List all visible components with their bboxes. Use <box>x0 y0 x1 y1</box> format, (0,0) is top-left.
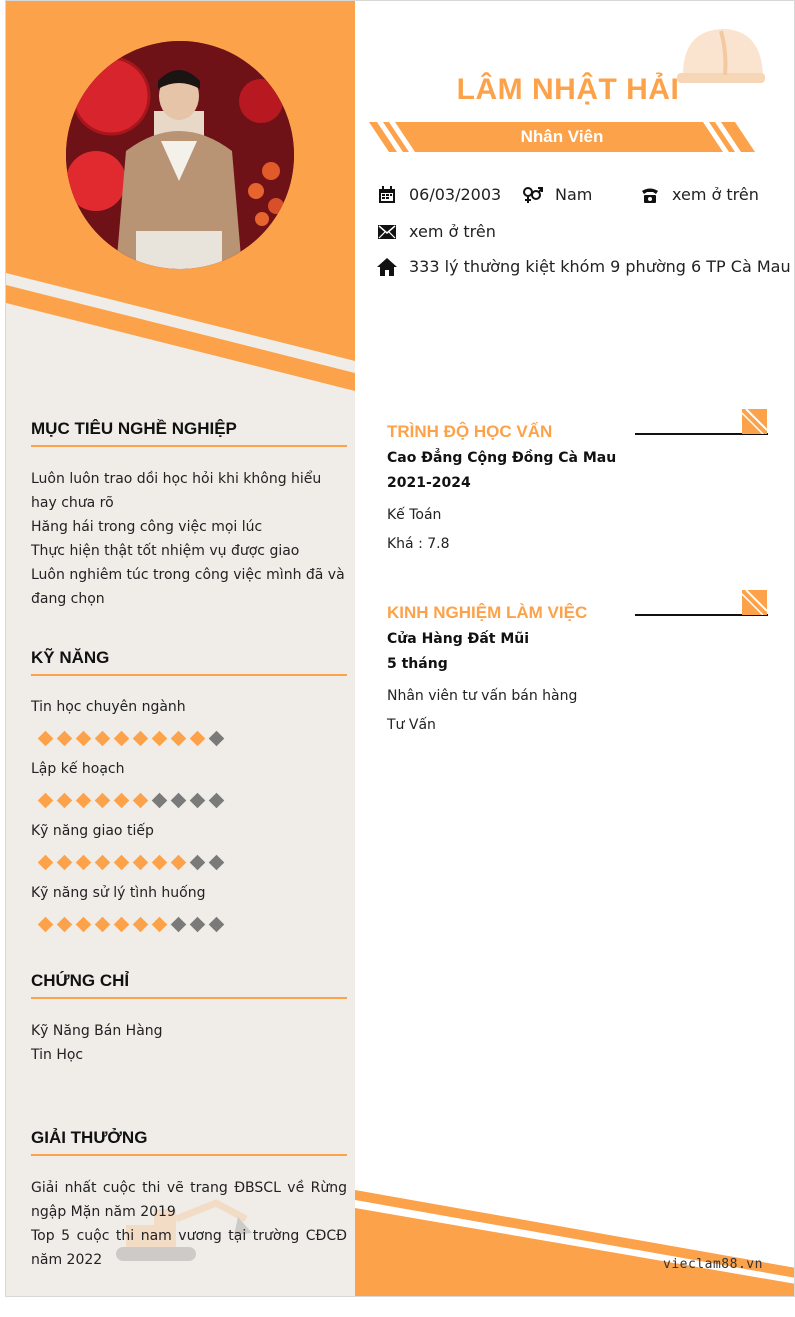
skill-name: Tin học chuyên ngành <box>31 699 186 715</box>
skill-rating <box>40 855 230 871</box>
phone-row <box>640 185 759 204</box>
objective-line: Thực hiện thật tốt nhiệm vụ được giao <box>31 543 300 559</box>
skill-level-filled <box>133 731 149 747</box>
skill-level-filled <box>57 793 73 809</box>
skill-name: Lập kế hoạch <box>31 761 125 777</box>
cv-page <box>5 0 795 1297</box>
skill-level-filled <box>152 917 168 933</box>
career-objective-text <box>31 467 347 611</box>
skill-level-filled <box>152 855 168 871</box>
email-value: xem ở trên <box>409 222 496 241</box>
award-item: Top 5 cuộc thi nam vương tại trường CĐCĐ năm 2022 <box>31 1228 347 1268</box>
education-flag-icon <box>742 409 767 434</box>
education-major: Kế Toán <box>387 507 442 523</box>
skill-level-empty <box>209 855 225 871</box>
skill-level-filled <box>133 793 149 809</box>
birthdate-value: 06/03/2003 <box>409 185 502 204</box>
address-row <box>377 257 791 276</box>
skill-level-filled <box>114 731 130 747</box>
skill-level-filled <box>38 731 54 747</box>
skill-level-filled <box>38 793 54 809</box>
experience-heading: KINH NGHIỆM LÀM VIỆC <box>387 603 588 622</box>
skill-level-empty <box>152 793 168 809</box>
skill-rating <box>40 731 230 747</box>
phone-icon <box>640 186 660 204</box>
awards-heading: GIẢI THƯỞNG <box>31 1128 347 1156</box>
phone-value: xem ở trên <box>672 185 759 204</box>
skill-level-filled <box>114 855 130 871</box>
left-column <box>6 1 355 1297</box>
experience-company: Cửa Hàng Đất Mũi <box>387 631 530 647</box>
skill-name: Kỹ năng sử lý tình huống <box>31 885 206 901</box>
objective-line: Luôn luôn trao dồi học hỏi khi không hiểu hay chưa rõ <box>31 471 322 511</box>
candidate-name: LÂM NHẬT HẢI <box>456 73 680 106</box>
experience-duration: 5 tháng <box>387 656 448 672</box>
awards-list <box>31 1176 347 1272</box>
right-column <box>355 1 795 1297</box>
skill-level-filled <box>190 731 206 747</box>
profile-photo <box>66 41 294 269</box>
skill-rating <box>40 917 230 933</box>
home-icon <box>377 258 397 276</box>
experience-position: Nhân viên tư vấn bán hàng <box>387 688 578 704</box>
skill-level-empty <box>209 917 225 933</box>
skill-level-filled <box>114 793 130 809</box>
gender-icon <box>523 186 543 204</box>
experience-flag-icon <box>742 590 767 615</box>
skill-level-empty <box>190 793 206 809</box>
envelope-icon <box>377 223 397 241</box>
skill-rating <box>40 793 230 809</box>
skill-level-filled <box>171 855 187 871</box>
skill-level-empty <box>190 917 206 933</box>
skills-heading: KỸ NĂNG <box>31 648 347 676</box>
skill-level-filled <box>76 793 92 809</box>
objective-line: Hăng hái trong công việc mọi lúc <box>31 519 263 535</box>
skill-level-empty <box>171 917 187 933</box>
skill-level-filled <box>76 855 92 871</box>
skill-level-filled <box>76 917 92 933</box>
certificates-list <box>31 1019 347 1067</box>
skill-level-filled <box>95 731 111 747</box>
award-item: Giải nhất cuộc thi vẽ trang ĐBSCL về Rừng ngập Mặn năm 2019 <box>31 1180 347 1220</box>
skill-level-filled <box>57 855 73 871</box>
skill-level-filled <box>38 855 54 871</box>
job-title: Nhân Viên <box>520 127 604 146</box>
skill-level-filled <box>38 917 54 933</box>
site-watermark: vieclam88.vn <box>663 1257 763 1272</box>
footer-stripes <box>355 1186 795 1297</box>
education-period: 2021-2024 <box>387 475 471 491</box>
birthdate-row <box>377 185 501 204</box>
skill-level-filled <box>57 917 73 933</box>
education-grade: Khá : 7.8 <box>387 536 450 552</box>
skill-level-filled <box>95 855 111 871</box>
skill-level-filled <box>133 855 149 871</box>
education-school: Cao Đẳng Cộng Đồng Cà Mau <box>387 450 617 466</box>
address-value: 333 lý thường kiệt khóm 9 phường 6 TP Cà Mau <box>409 257 791 276</box>
skill-level-empty <box>190 855 206 871</box>
skill-level-filled <box>95 793 111 809</box>
skill-name: Kỹ năng giao tiếp <box>31 823 154 839</box>
skill-level-empty <box>209 793 225 809</box>
gender-value: Nam <box>555 185 593 204</box>
skill-level-empty <box>209 731 225 747</box>
skill-level-filled <box>114 917 130 933</box>
objective-line: Luôn nghiêm túc trong công việc mình đã và đang chọn <box>31 567 345 607</box>
experience-description: Tư Vấn <box>387 717 436 733</box>
certificates-heading: CHỨNG CHỈ <box>31 971 347 999</box>
skill-level-filled <box>57 731 73 747</box>
skill-level-filled <box>133 917 149 933</box>
skill-level-filled <box>152 731 168 747</box>
skill-level-empty <box>171 793 187 809</box>
calendar-icon <box>377 186 397 204</box>
certificate-item: Kỹ Năng Bán Hàng <box>31 1023 163 1039</box>
skill-level-filled <box>95 917 111 933</box>
email-row <box>377 222 496 241</box>
skill-level-filled <box>76 731 92 747</box>
skill-level-filled <box>171 731 187 747</box>
education-heading: TRÌNH ĐỘ HỌC VẤN <box>387 422 553 441</box>
certificate-item: Tin Học <box>31 1047 84 1063</box>
career-objective-heading: MỤC TIÊU NGHỀ NGHIỆP <box>31 419 347 447</box>
gender-row <box>523 185 592 204</box>
left-header-band <box>6 1 355 401</box>
